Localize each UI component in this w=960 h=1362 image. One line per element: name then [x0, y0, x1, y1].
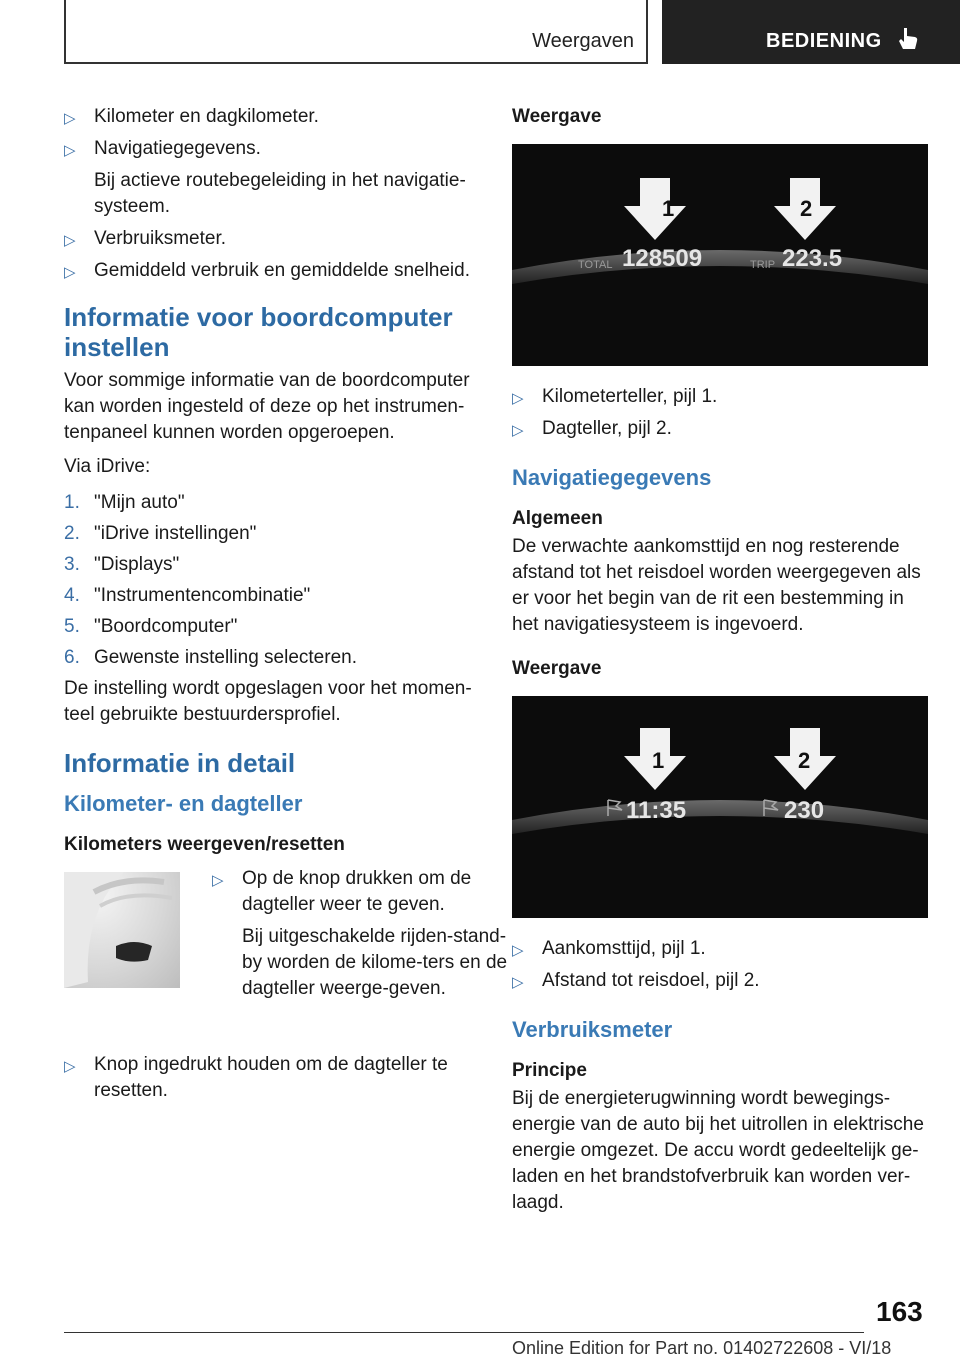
knob-block — [64, 866, 508, 1052]
settings-intro: Voor sommige informatie van de boordcomputer kan worden ingesteld of deze op het instrumen-tenpaneel kunnen worden opgeroepen. — [64, 370, 470, 443]
triangle-bullet-icon: ▷ — [212, 872, 224, 889]
list-item — [64, 1052, 478, 1104]
arrow-1-icon — [624, 178, 686, 240]
display-photo-navigation — [512, 696, 928, 918]
step-item — [64, 552, 478, 578]
list-item — [512, 416, 928, 442]
bullet-text: Verbruiksmeter. — [94, 228, 226, 249]
triangle-bullet-icon: ▷ — [64, 1058, 76, 1075]
list-item — [512, 968, 928, 994]
trip-label: TRIP — [750, 259, 776, 271]
step-number: 4. — [64, 585, 80, 606]
display-photo-odometer — [512, 144, 928, 366]
list-item — [64, 258, 478, 284]
triangle-bullet-icon: ▷ — [512, 974, 524, 991]
arrow-2-label: 2 — [800, 196, 813, 221]
step-text: "Mijn auto" — [94, 492, 185, 513]
triangle-bullet-icon: ▷ — [512, 422, 524, 439]
list-item — [64, 136, 478, 220]
navigation-display — [512, 696, 928, 918]
list-item — [512, 936, 928, 962]
step-text: "Instrumentencombinatie" — [94, 585, 311, 606]
triangle-bullet-icon: ▷ — [64, 232, 76, 249]
heading-principle: Principe — [512, 1060, 587, 1081]
triangle-bullet-icon: ▷ — [64, 264, 76, 281]
step-item — [64, 490, 478, 516]
edition-note: Online Edition for Part no. 01402722608 - VI/18 — [512, 1338, 892, 1358]
distance-value: 230 — [784, 797, 825, 824]
list-item — [512, 384, 928, 410]
arrow-2-label: 2 — [798, 748, 811, 773]
step-text: Gewenste instelling selecteren. — [94, 647, 357, 668]
heading-display-1: Weergave — [512, 106, 602, 127]
list-item — [64, 226, 478, 252]
step-item — [64, 645, 478, 671]
triangle-bullet-icon: ▷ — [64, 142, 76, 159]
total-label: TOTAL — [578, 259, 613, 271]
list-item — [64, 104, 478, 130]
trip-value: 223.5 — [782, 245, 843, 272]
arrow-1-label: 1 — [662, 196, 675, 221]
heading-display-2: Weergave — [512, 658, 602, 679]
saved-note: De instelling wordt opgeslagen voor het momen-teel gebruikte bestuurdersprofiel. — [64, 678, 472, 725]
left-column — [64, 104, 508, 1110]
triangle-bullet-icon: ▷ — [512, 942, 524, 959]
section-title: Weergaven — [532, 30, 634, 52]
step-number: 1. — [64, 492, 80, 513]
step-number: 6. — [64, 647, 80, 668]
heading-navigation: Navigatiegegevens — [512, 465, 712, 490]
navigation-text: De verwachte aankomsttijd en nog resterende afstand tot het reisdoel worden weergegeven als er voor het begin van de rit een bestemming in het navigatiesysteem is ingevoerd. — [512, 536, 921, 635]
step-text: "iDrive instellingen" — [94, 523, 257, 544]
step-number: 5. — [64, 616, 80, 637]
heading-detail: Informatie in detail — [64, 748, 296, 778]
bullet-subtext: Bij actieve routebegeleiding in het navigatie-systeem. — [94, 170, 466, 217]
heading-consumption: Verbruiksmeter — [512, 1017, 673, 1042]
step-number: 3. — [64, 554, 80, 575]
knob-illustration — [64, 872, 180, 988]
triangle-bullet-icon: ▷ — [512, 390, 524, 407]
triangle-bullet-icon: ▷ — [64, 110, 76, 127]
step-number: 2. — [64, 523, 80, 544]
chapter-label: BEDIENING — [766, 30, 882, 52]
heading-reset: Kilometers weergeven/resetten — [64, 834, 345, 855]
heading-general: Algemeen — [512, 508, 603, 529]
bullet-text: Kilometer en dagkilometer. — [94, 106, 319, 127]
bullet-text: Op de knop drukken om de dagteller weer te geven. — [242, 868, 472, 915]
odometer-display — [512, 144, 928, 366]
total-value: 128509 — [622, 245, 703, 272]
bullet-text: Navigatiegegevens. — [94, 138, 261, 159]
principle-text: Bij de energieterugwinning wordt bewegings-energie van de auto bij het uitrollen in elektrische energie omgezet. De accu wordt gedeeltelijk ge-laden en het brandstofverbruik kan worden ver-laagd. — [512, 1088, 924, 1213]
step-item — [64, 521, 478, 547]
knob-photo — [64, 872, 180, 988]
bullet-text: Aankomsttijd, pijl 1. — [542, 938, 706, 959]
bullet-subtext: Bij uitgeschakelde rijden-stand-by worden de kilome-ters en de dagteller weerge-geven. — [242, 926, 508, 999]
arrival-time: 11:35 — [626, 797, 687, 824]
bullet-text: Afstand tot reisdoel, pijl 2. — [542, 970, 760, 991]
heading-settings: Informatie voor boordcomputer instellen — [64, 302, 453, 362]
step-text: "Boordcomputer" — [94, 616, 238, 637]
bullet-text: Knop ingedrukt houden om de dagteller te resetten. — [94, 1054, 448, 1101]
footer-divider — [64, 1332, 864, 1333]
bullet-text: Dagteller, pijl 2. — [542, 418, 672, 439]
hand-pointer-icon — [894, 24, 922, 52]
step-text: "Displays" — [94, 554, 180, 575]
bullet-text: Kilometerteller, pijl 1. — [542, 386, 718, 407]
heading-counter: Kilometer- en dagteller — [64, 791, 303, 816]
step-item — [64, 614, 478, 640]
step-item — [64, 583, 478, 609]
right-column — [512, 104, 928, 1224]
list-item — [212, 866, 508, 1002]
chapter-tab — [662, 0, 960, 64]
arrow-1-label: 1 — [652, 748, 665, 773]
page-number: 163 — [876, 1296, 923, 1327]
header-section-box — [64, 0, 648, 64]
bullet-text: Gemiddeld verbruik en gemiddelde snelheid. — [94, 260, 471, 281]
via-idrive: Via iDrive: — [64, 456, 151, 477]
